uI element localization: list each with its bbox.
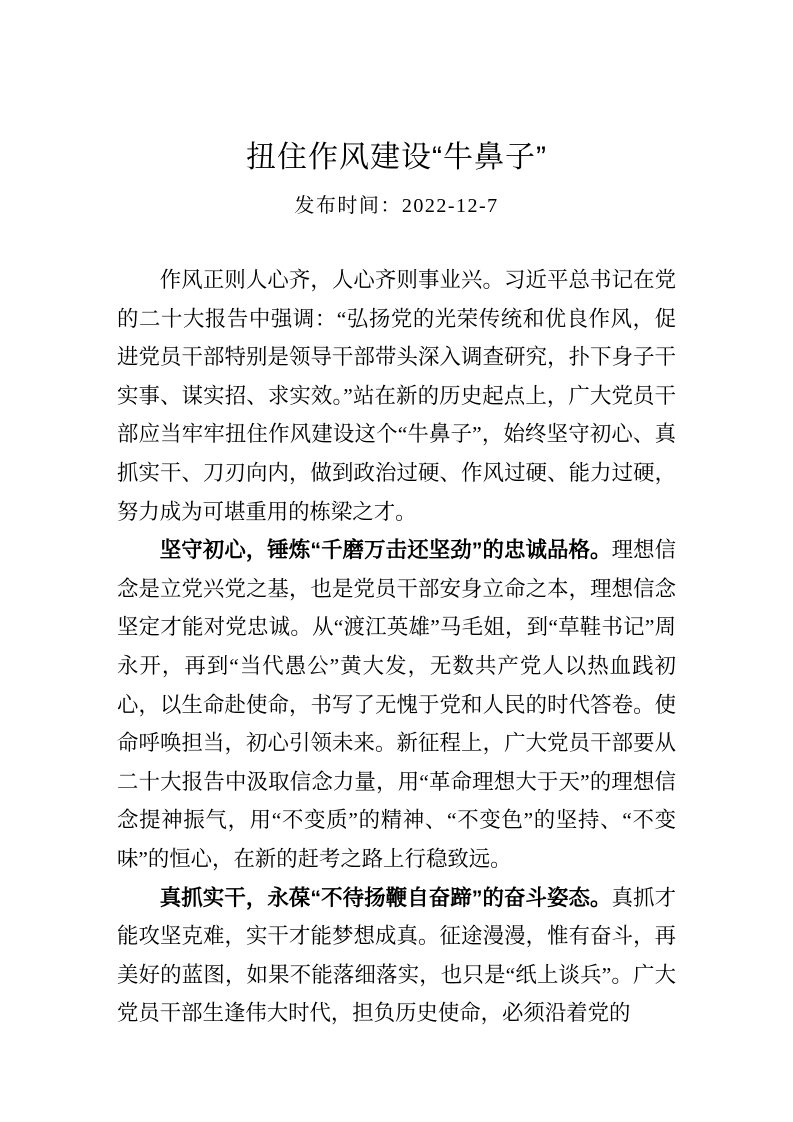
article-title: 扭住作风建设“牛鼻子” <box>246 141 547 174</box>
paragraph-3 <box>117 879 676 1033</box>
paragraph-2-lead: 坚守初心，锤炼“千磨万击还坚劲”的忠诚品格。 <box>159 538 612 563</box>
paragraph-3-lead: 真抓实干，永葆“不待扬鞭自奋蹄”的奋斗姿态。 <box>159 885 612 910</box>
paragraph-3-text: 真抓才能攻坚克难，实干才能梦想成真。征途漫漫，惟有奋斗，再美好的蓝图，如果不能落细落实，也只是“纸上谈兵”。广大党员干部生逢伟大时代，担负历史使命，必须沿着党的 <box>117 885 676 1026</box>
article-body <box>117 261 676 1033</box>
paragraph-2 <box>117 531 676 878</box>
paragraph-1-text: 作风正则人心齐，人心齐则事业兴。习近平总书记在党的二十大报告中强调：“弘扬党的光荣传统和优良作风，促进党员干部特别是领导干部带头深入调查研究，扑下身子干实事、谋实招、求实效。”站在新的历史起点上，广大党员干部应当牢牢扭住作风建设这个“牛鼻子”，始终坚守初心、真抓实干、刀刃向内，做到政治过硬、作风过硬、能力过硬，努力成为可堪重用的栋梁之才。 <box>117 268 676 524</box>
paragraph-2-text: 理想信念是立党兴党之基，也是党员干部安身立命之本，理想信念坚定才能对党忠诚。从“渡江英雄”马毛姐，到“草鞋书记”周永开，再到“当代愚公”黄大发，无数共产党人以热血践初心，以生命赴使命，书写了无愧于党和人民的时代答卷。使命呼唤担当，初心引领未来。新征程上，广大党员干部要从二十大报告中汲取信念力量，用“革命理想大于天”的理想信念提神振气，用“不变质”的精神、“不变色”的坚持、“不变味”的恒心，在新的赶考之路上行稳致远。 <box>117 538 676 871</box>
publish-date-line: 发布时间：2022-12-7 <box>294 195 499 217</box>
paragraph-1 <box>117 261 676 531</box>
